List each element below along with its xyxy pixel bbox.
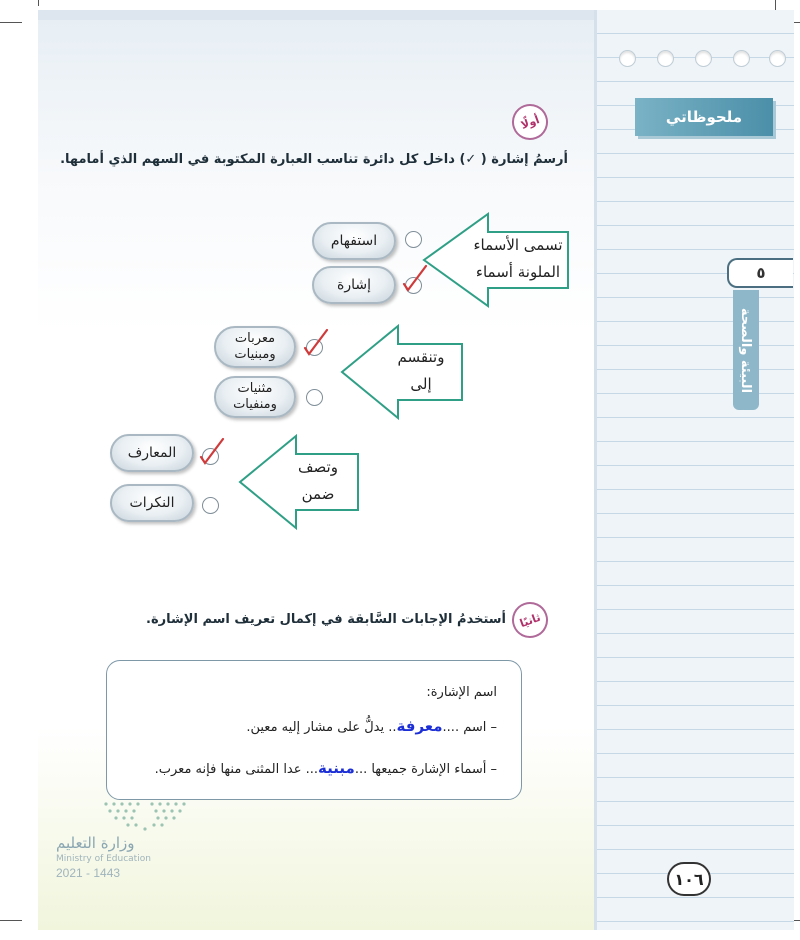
definition-line-1 (246, 717, 497, 735)
definition-text: ... عدا المثنى منها فإنه معرب. (154, 762, 319, 777)
unit-name: البيئة والصحة (738, 307, 754, 393)
binder-ring-icon (657, 50, 674, 67)
checkmark-icon (199, 437, 225, 465)
option-pill: النكرات (110, 484, 194, 522)
crop-mark (0, 22, 22, 23)
arrow-3-line2: ضمن (301, 485, 335, 503)
binder-ring-icon (733, 50, 750, 67)
handwritten-answer: مبنية (318, 759, 355, 777)
option-pill-line: ومنفيات (233, 397, 277, 412)
definition-heading: اسم الإشارة: (426, 685, 497, 700)
option-pill (214, 376, 296, 418)
page-top-edge (38, 10, 594, 20)
section2-instruction: أستخدمُ الإجابات السَّابقة في إكمال تعريف اسم الإشارة. (146, 612, 506, 627)
definition-line-2 (155, 759, 497, 777)
crop-mark (38, 0, 39, 6)
checkmark-icon (303, 328, 329, 356)
crop-mark (775, 0, 776, 10)
option-pill: إشارة (312, 266, 396, 304)
definition-text: – اسم .... (442, 720, 497, 735)
unit-number: ٥ (727, 258, 793, 288)
arrow-3-text (276, 454, 360, 508)
binder-ring-icon (769, 50, 786, 67)
arrow-1-text (466, 232, 570, 286)
ministry-year: 2021 - 1443 (56, 866, 121, 880)
handwritten-answer: معرفة (396, 717, 443, 735)
notes-column (594, 10, 794, 930)
ministry-logo-icon (100, 800, 190, 832)
checkmark-icon (402, 264, 428, 292)
option-pill-line: معربات (234, 331, 276, 346)
option-pill-line: مثنيات (237, 381, 273, 396)
arrow-2-line1: وتنقسم (397, 348, 445, 366)
arrow-group-2 (338, 322, 464, 422)
arrow-group-1 (420, 210, 570, 310)
unit-name-strip (733, 290, 759, 410)
notes-title: ملحوظاتي (635, 98, 773, 136)
ministry-name-ar: وزارة التعليم (56, 834, 135, 852)
option-pill-line: ومبنيات (234, 347, 276, 362)
section-badge-first: أولًا (507, 99, 553, 145)
page-number: ١٠٦ (667, 862, 711, 896)
crop-mark (0, 920, 22, 921)
arrow-2-text (378, 344, 464, 398)
option-pill (214, 326, 296, 368)
arrow-1-line1: تسمى الأسماء (473, 236, 563, 254)
answer-circle[interactable] (202, 497, 219, 514)
arrow-1-line2: الملونة أسماء (475, 263, 561, 281)
option-pill: استفهام (312, 222, 396, 260)
definition-box (106, 660, 522, 800)
section-badge-second: ثانيًا (507, 597, 553, 643)
ministry-name-en: Ministry of Education (56, 854, 151, 864)
section1-instruction: أرسمُ إشارة ( ✓) داخل كل دائرة تناسب العبارة المكتوبة في السهم الذي أمامها. (60, 152, 568, 167)
binder-ring-icon (695, 50, 712, 67)
arrow-group-3 (236, 432, 360, 532)
arrow-3-line1: وتصف (298, 458, 338, 476)
option-pill: المعارف (110, 434, 194, 472)
answer-circle[interactable] (306, 389, 323, 406)
definition-text: – أسماء الإشارة جميعها ... (354, 762, 497, 777)
binder-ring-icon (619, 50, 636, 67)
answer-circle[interactable] (405, 231, 422, 248)
arrow-2-line2: إلى (410, 375, 432, 393)
definition-text: .. يدلُّ على مشار إليه معين. (246, 720, 397, 735)
